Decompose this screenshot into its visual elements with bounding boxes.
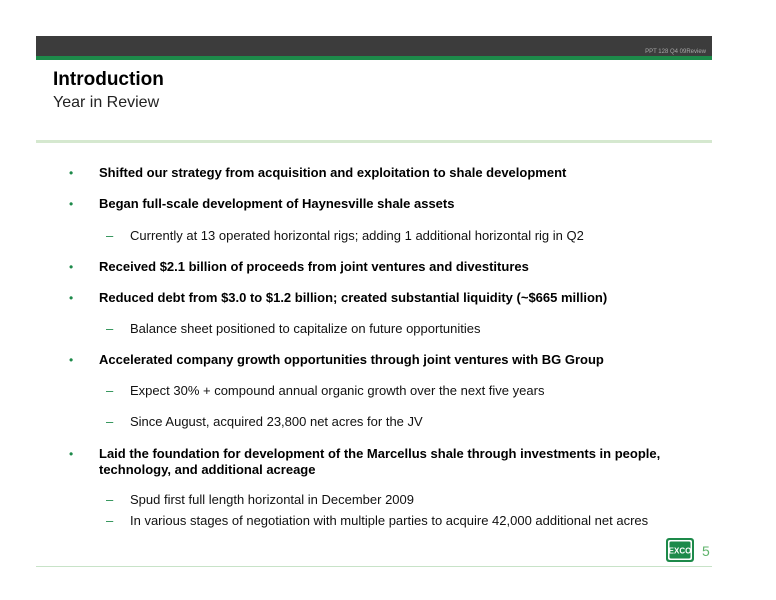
bullet-item — [69, 259, 699, 275]
bullet-item — [69, 196, 699, 212]
sub-bullet-text: In various stages of negotiation with multiple parties to acquire 42,000 additional net acres — [130, 513, 649, 528]
bullet-marker: • — [69, 291, 74, 305]
sub-bullet-item — [106, 383, 710, 399]
sub-bullet-item — [106, 414, 710, 430]
sub-bullet-item — [106, 321, 710, 337]
header-divider — [36, 140, 712, 143]
dash-marker: – — [106, 383, 114, 398]
bullet-text: Reduced debt from $3.0 to $1.2 billion; created substantial liquidity (~$665 million) — [99, 290, 608, 305]
document-code: PPT 128 Q4 09Review — [645, 49, 706, 55]
header-green-band — [36, 56, 712, 60]
bullet-marker: • — [69, 166, 74, 180]
bullet-item — [69, 352, 699, 368]
bullet-item — [69, 446, 699, 478]
slide-title: Introduction — [53, 69, 164, 90]
bullet-marker: • — [69, 260, 74, 274]
sub-bullet-text: Currently at 13 operated horizontal rigs; adding 1 additional horizontal rig in Q2 — [130, 228, 584, 243]
dash-marker: – — [106, 228, 114, 243]
sub-bullet-item — [106, 492, 710, 508]
bullet-text: Began full-scale development of Haynesville shale assets — [99, 196, 455, 211]
bullet-item — [69, 290, 699, 306]
bullet-text: Received $2.1 billion of proceeds from joint ventures and divestitures — [99, 259, 529, 274]
bullet-marker: • — [69, 447, 74, 461]
bullet-text: Laid the foundation for development of the Marcellus shale through investments in people, technology, and additional acreage — [99, 446, 661, 477]
exco-logo-icon — [666, 538, 694, 562]
header-dark-band — [36, 36, 712, 56]
sub-bullet-text: Expect 30% + compound annual organic growth over the next five years — [130, 383, 545, 398]
bullet-marker: • — [69, 197, 74, 211]
svg-text:EXCO: EXCO — [668, 546, 692, 556]
bullet-text: Shifted our strategy from acquisition and exploitation to shale development — [99, 165, 567, 180]
bullet-text: Accelerated company growth opportunities through joint ventures with BG Group — [99, 352, 604, 367]
slide-subtitle: Year in Review — [53, 94, 160, 111]
footer-divider — [36, 566, 712, 567]
page-number: 5 — [702, 543, 710, 559]
sub-bullet-text: Balance sheet positioned to capitalize on future opportunities — [130, 321, 481, 336]
bullet-marker: • — [69, 353, 74, 367]
sub-bullet-item — [106, 228, 710, 244]
dash-marker: – — [106, 321, 114, 336]
dash-marker: – — [106, 492, 114, 507]
sub-bullet-text: Spud first full length horizontal in December 2009 — [130, 492, 414, 507]
dash-marker: – — [106, 513, 114, 528]
sub-bullet-item — [106, 513, 710, 529]
bullet-item — [69, 165, 699, 181]
dash-marker: – — [106, 414, 114, 429]
sub-bullet-text: Since August, acquired 23,800 net acres for the JV — [130, 414, 423, 429]
